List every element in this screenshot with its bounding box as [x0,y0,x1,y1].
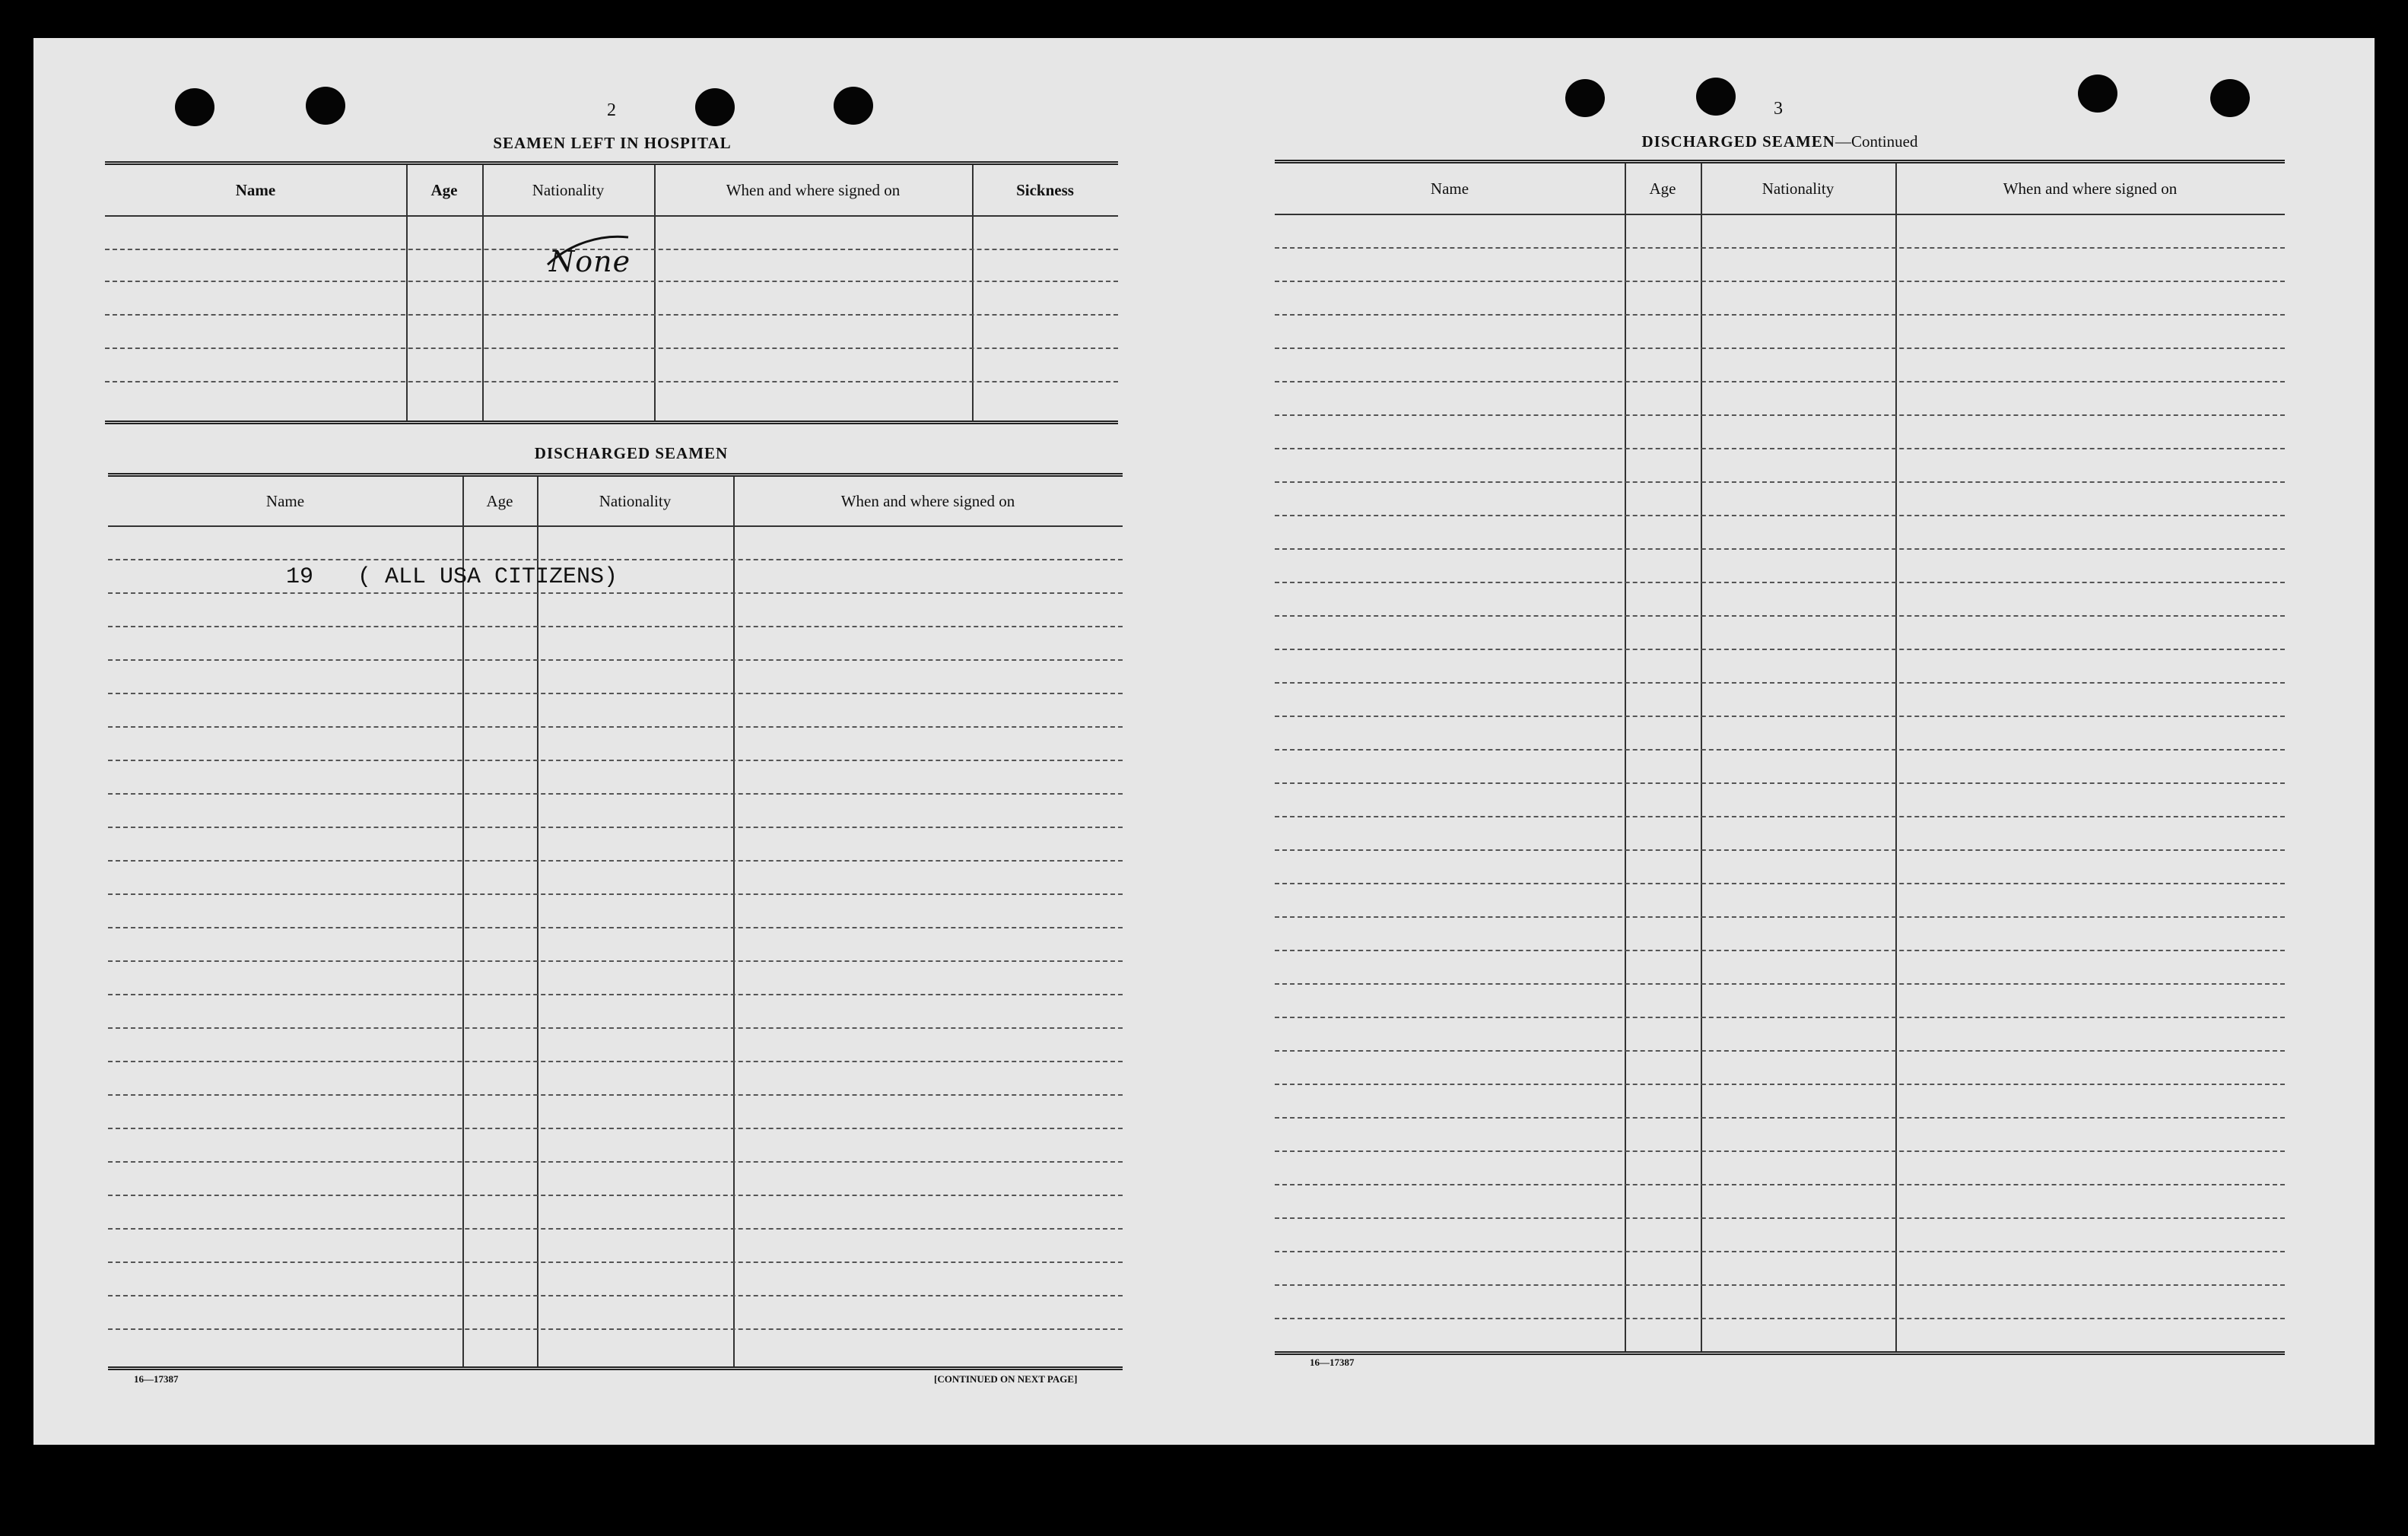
col-header-nationality: Nationality [532,180,605,199]
col-header-signed-on: When and where signed on [726,180,901,199]
punch-hole [306,87,345,125]
discharged-section-title: DISCHARGED SEAMEN [534,444,729,462]
col-header-signed-on: When and where signed on [840,491,1015,510]
discharged-continued-title [1552,132,2008,151]
continued-note: [CONTINUED ON NEXT PAGE] [934,1373,1078,1385]
col-header-age: Age [1649,179,1676,198]
punch-hole [1565,79,1605,117]
col-header-name: Name [1430,179,1469,198]
page-number: 3 [1774,99,1783,119]
punch-hole [1696,78,1736,116]
punch-hole [2078,75,2117,113]
discharged-continued-table [1275,160,2285,1355]
col-header-sickness: Sickness [1016,180,1074,199]
punch-hole [695,88,735,126]
hospital-table [105,161,1118,424]
col-header-age: Age [486,491,513,510]
form-number: 16—17387 [1310,1357,1355,1368]
hospital-section-title: SEAMEN LEFT IN HOSPITAL [493,134,732,152]
col-header-name: Name [265,491,305,510]
col-header-nationality: Nationality [1762,179,1835,198]
discharged-title-cont: —Continued [1835,132,1918,151]
discharged-citizenship-note: ( ALL USA CITIZENS) [357,564,618,590]
col-header-age: Age [430,180,458,199]
discharged-count: 19 [286,564,314,590]
col-header-signed-on: When and where signed on [2003,179,2178,198]
punch-hole [175,88,214,126]
punch-hole [2210,79,2250,117]
col-header-nationality: Nationality [599,491,672,510]
discharged-title-main: DISCHARGED SEAMEN [1641,132,1835,151]
page-number: 2 [607,100,616,120]
punch-hole [834,87,873,125]
hospital-entry-none: None [549,245,631,278]
col-header-name: Name [235,180,276,199]
form-number: 16—17387 [134,1373,179,1385]
discharged-table [108,473,1123,1370]
